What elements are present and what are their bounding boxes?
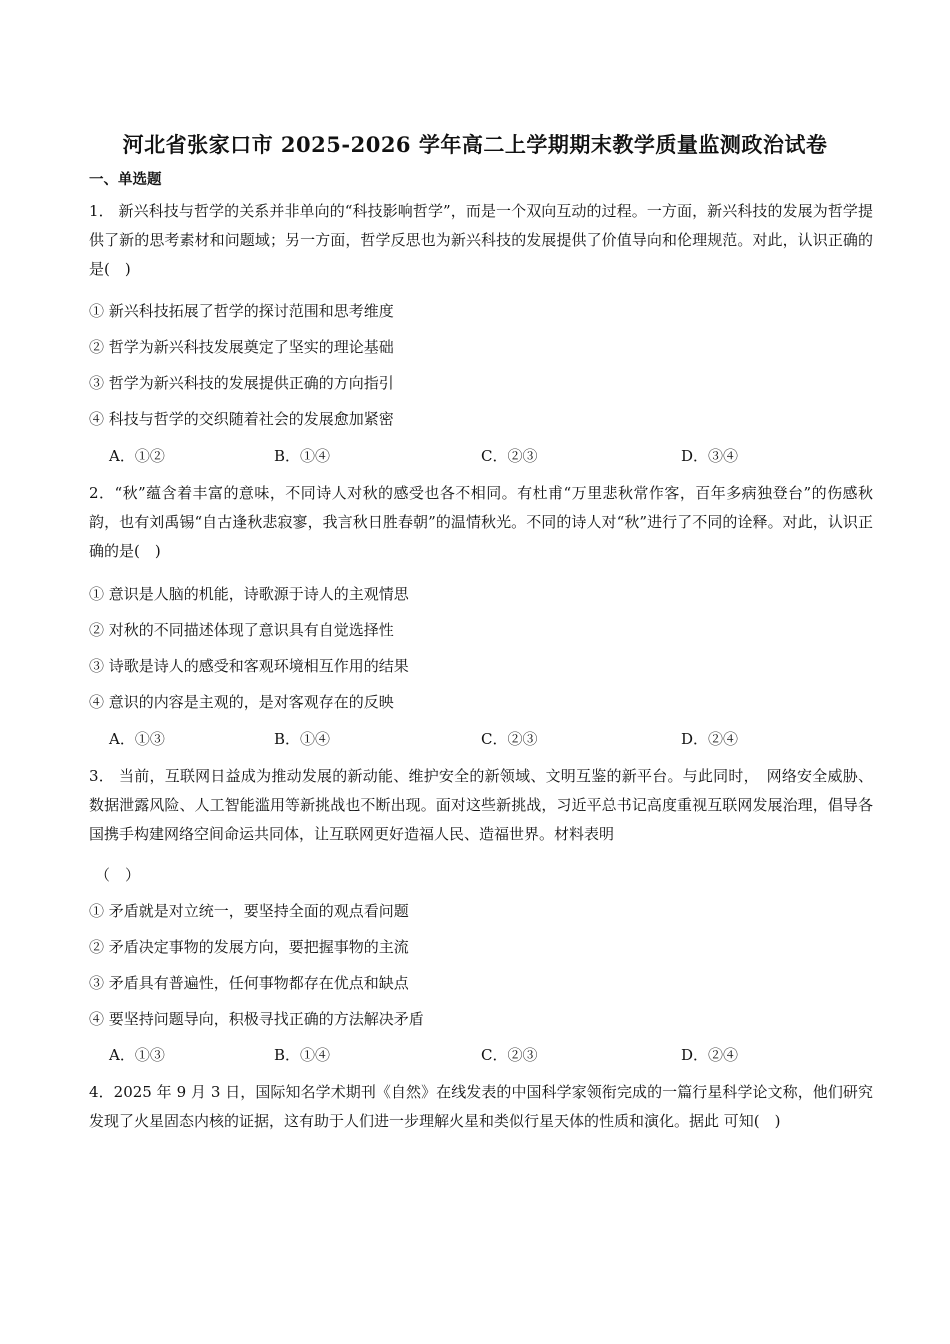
choice-d[interactable]: D．②④ bbox=[681, 1046, 739, 1064]
question-2-statement-4: ④ 意识的内容是主观的，是对客观存在的反映 bbox=[89, 693, 394, 711]
question-2-statement-1: ① 意识是人脑的机能，诗歌源于诗人的主观情思 bbox=[89, 585, 409, 603]
question-1-statement-3: ③ 哲学为新兴科技的发展提供正确的方向指引 bbox=[89, 374, 394, 392]
choice-d[interactable]: D．③④ bbox=[681, 447, 739, 465]
choice-b[interactable]: B．①④ bbox=[274, 730, 331, 748]
section-heading: 一、单选题 bbox=[89, 171, 162, 188]
question-4-stem: 4．2025 年 9 月 3 日，国际知名学术期刊《自然》在线发表的中国科学家领衔完成的一篇行星科学论文称，他们研究发现了火星固态内核的证据，这有助于人们进一步理解火星和类似行星天体的性质和演化。据此 可知( ) bbox=[89, 1083, 873, 1130]
question-2-statement-3: ③ 诗歌是诗人的感受和客观环境相互作用的结果 bbox=[89, 657, 409, 675]
question-1-statement-4: ④ 科技与哲学的交织随着社会的发展愈加紧密 bbox=[89, 410, 394, 428]
question-1-statement-2: ② 哲学为新兴科技发展奠定了坚实的理论基础 bbox=[89, 338, 394, 356]
question-3-statement-2: ② 矛盾决定事物的发展方向，要把握事物的主流 bbox=[89, 938, 409, 956]
question-2-statement-2: ② 对秋的不同描述体现了意识具有自觉选择性 bbox=[89, 621, 394, 639]
choice-c[interactable]: C．②③ bbox=[481, 1046, 538, 1064]
question-3-statement-1: ① 矛盾就是对立统一，要坚持全面的观点看问题 bbox=[89, 902, 409, 920]
choice-a[interactable]: A．①② bbox=[109, 447, 165, 465]
question-1-statement-1: ① 新兴科技拓展了哲学的探讨范围和思考维度 bbox=[89, 302, 394, 320]
choice-a[interactable]: A．①③ bbox=[109, 730, 165, 748]
question-3-statement-3: ③ 矛盾具有普遍性，任何事物都存在优点和缺点 bbox=[89, 974, 409, 992]
choice-c[interactable]: C．②③ bbox=[481, 447, 538, 465]
question-3-choices bbox=[109, 1044, 889, 1066]
choice-d[interactable]: D．②④ bbox=[681, 730, 739, 748]
question-3-stem: 3． 当前，互联网日益成为推动发展的新动能、维护安全的新领域、文明互鉴的新平台。与此同时， 网络安全威胁、数据泄露风险、人工智能滥用等新挑战也不断出现。面对这些新挑战，习近平总书记高度重视互联网发展治理，倡导各国携手构建网络空间命运共同体，让互联网更好造福人民、造福世界。材料表明 bbox=[89, 767, 873, 843]
question-3-statement-4: ④ 要坚持问题导向，积极寻找正确的方法解决矛盾 bbox=[89, 1010, 424, 1028]
choice-c[interactable]: C．②③ bbox=[481, 730, 538, 748]
question-3-answer-bracket: （ ） bbox=[95, 866, 141, 884]
choice-b[interactable]: B．①④ bbox=[274, 1046, 331, 1064]
exam-title: 河北省张家口市 2025-2026 学年高二上学期期末教学质量监测政治试卷 bbox=[122, 132, 828, 157]
question-2-stem: 2．“秋”蕴含着丰富的意味，不同诗人对秋的感受也各不相同。有杜甫“万里悲秋常作客，百年多病独登台”的伤感秋韵，也有刘禹锡“自古逢秋悲寂寥，我言秋日胜春朝”的温情秋光。不同的诗人对“秋”进行了不同的诠释。对此，认识正确的是( ) bbox=[89, 484, 873, 560]
question-1-choices bbox=[109, 445, 889, 467]
question-1-stem: 1． 新兴科技与哲学的关系并非单向的“科技影响哲学”，而是一个双向互动的过程。一方面，新兴科技的发展为哲学提供了新的思考素材和问题域；另一方面，哲学反思也为新兴科技的发展提供了价值导向和伦理规范。对此，认识正确的是( ) bbox=[89, 202, 873, 278]
choice-b[interactable]: B．①④ bbox=[274, 447, 331, 465]
question-2-choices bbox=[109, 728, 889, 750]
choice-a[interactable]: A．①③ bbox=[109, 1046, 165, 1064]
